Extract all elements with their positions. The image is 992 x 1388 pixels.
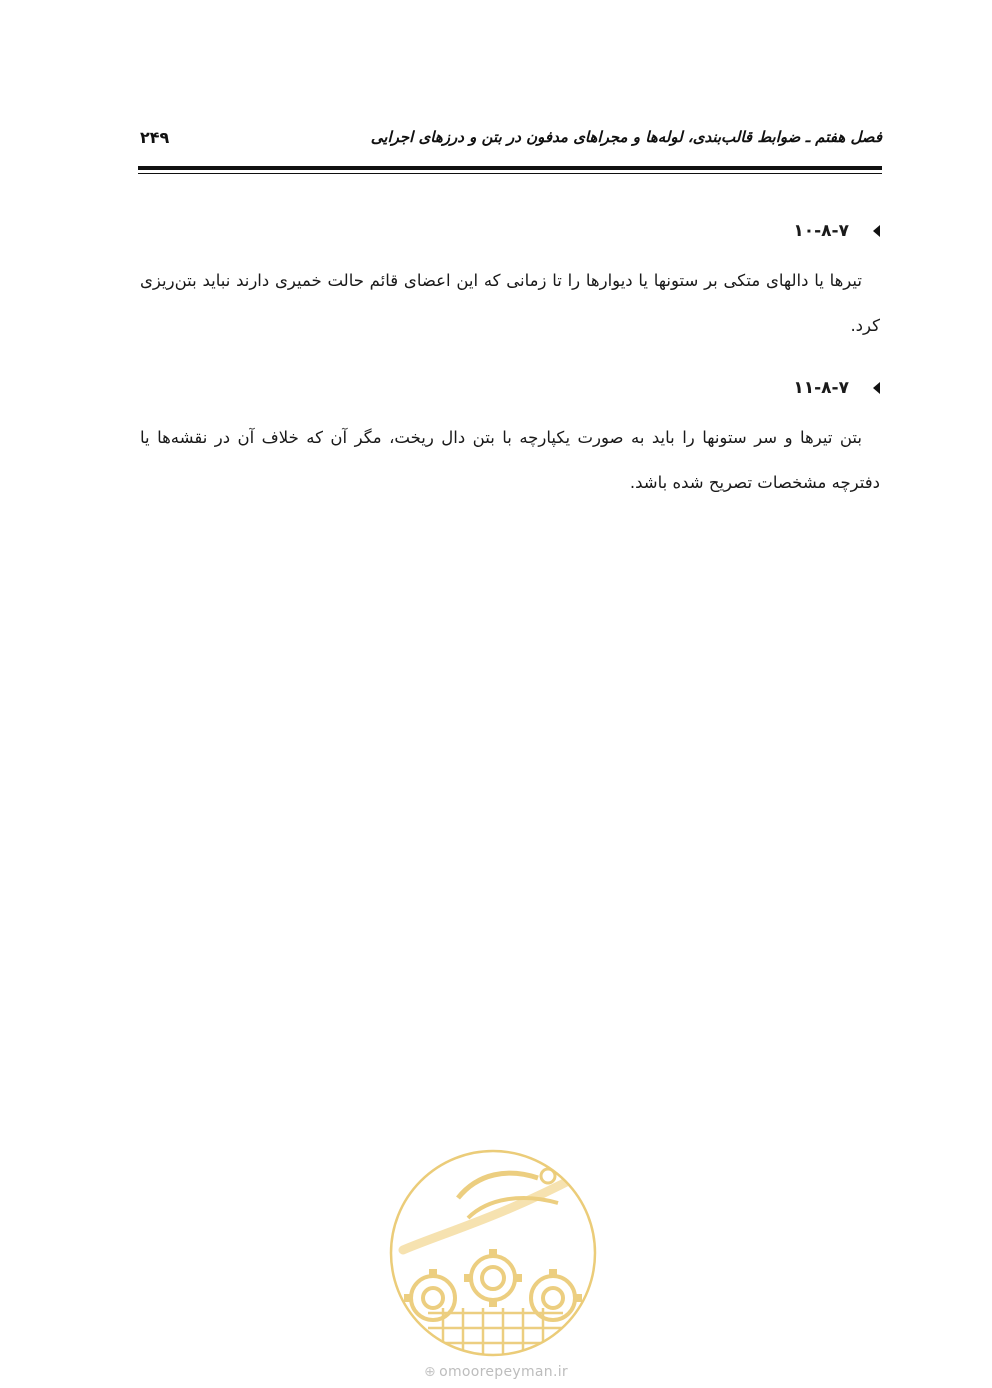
section-paragraph: تیرها یا دالهای متکی بر ستونها یا دیوارها را تا زمانی که این اعضای قائم حالت خمیری دارند نباید بتن‌ریزی کرد. bbox=[140, 271, 880, 335]
page-number: ۲۴۹ bbox=[140, 128, 170, 147]
bullet-arrow-icon bbox=[873, 382, 880, 394]
watermark-url bbox=[0, 1364, 992, 1380]
section-number: ۱۰-۸-۷ bbox=[793, 221, 849, 241]
section-heading bbox=[793, 378, 880, 398]
section-heading bbox=[793, 221, 880, 241]
globe-icon: ⊕ bbox=[424, 1364, 437, 1380]
chapter-title: فصل هفتم ـ ضوابط قالب‌بندی، لوله‌ها و مجراهای مدفون در بتن و درزهای اجرایی bbox=[370, 128, 882, 146]
section-paragraph: بتن تیرها و سر ستونها را باید به صورت یکپارچه با بتن دال ریخت، مگر آن که خلاف آن در نقشه‌ها یا دفترچه مشخصات تصریح شده باشد. bbox=[140, 428, 880, 492]
watermark-url-text: omoorepeyman.ir bbox=[439, 1364, 568, 1380]
header-rule-thin bbox=[138, 173, 882, 174]
page-header bbox=[140, 128, 882, 158]
watermark-logo bbox=[388, 1148, 598, 1358]
header-rule-thick bbox=[138, 166, 882, 170]
section-number: ۱۱-۸-۷ bbox=[793, 378, 849, 398]
bullet-arrow-icon bbox=[873, 225, 880, 237]
